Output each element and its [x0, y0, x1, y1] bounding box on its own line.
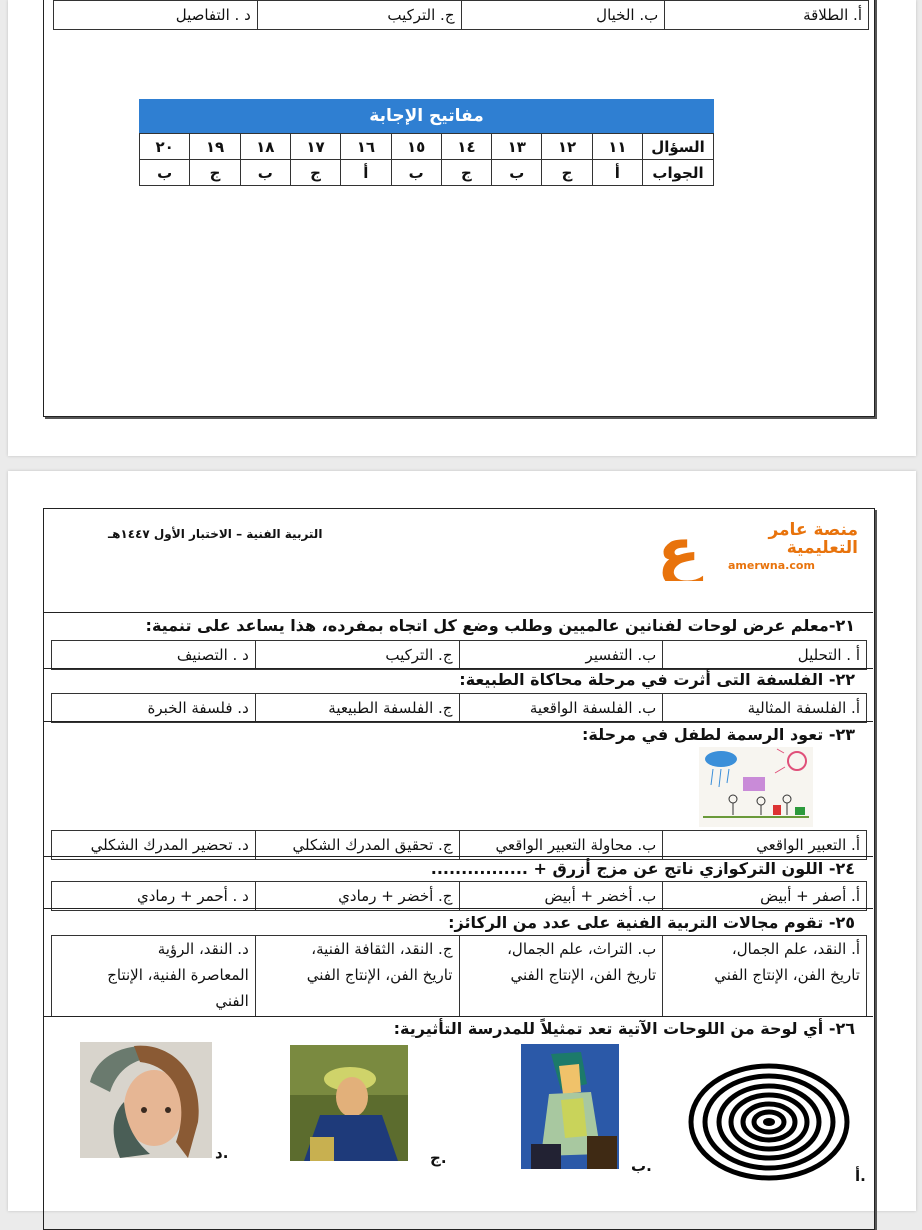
option-line: تاريخ الفن، الإنتاج الفني	[510, 966, 657, 984]
question-21	[43, 612, 873, 639]
key-answer: ج	[542, 160, 592, 186]
logo-glyph: ع	[658, 521, 701, 581]
option-c[interactable]: ج. التركيب	[257, 1, 461, 30]
page-current	[8, 471, 916, 1211]
key-answer: ج	[441, 160, 491, 186]
impressionist-portrait-icon	[290, 1045, 408, 1161]
options-question-24	[51, 881, 867, 911]
painting-option-c[interactable]	[290, 1045, 408, 1161]
key-answer: ج	[190, 160, 240, 186]
option-b[interactable]: ب. الخيال	[461, 1, 665, 30]
question-text: ٢٤- اللون التركوازي ناتج عن مزج أزرق + ................	[430, 859, 855, 878]
platform-logo	[658, 521, 858, 581]
option-a[interactable]: أ. التعبير الواقعي	[663, 831, 867, 860]
question-26	[43, 1016, 873, 1217]
option-line: تاريخ الفن، الإنتاج الفني	[306, 966, 453, 984]
question-text: ٢٣- تعود الرسمة لطفل في مرحلة:	[582, 725, 855, 744]
option-d[interactable]: د . التفاصيل	[54, 1, 258, 30]
op-art-spiral-icon	[686, 1062, 852, 1182]
key-answer: أ	[341, 160, 391, 186]
key-question: ١٦	[341, 134, 391, 160]
option-d[interactable]: د. فلسفة الخبرة	[52, 694, 256, 723]
option-b[interactable]: ب. التفسير	[459, 641, 663, 670]
surreal-portrait-icon	[80, 1042, 212, 1158]
painting-option-d[interactable]	[80, 1042, 212, 1158]
option-b[interactable]	[459, 936, 663, 1017]
answer-key-table	[139, 133, 714, 186]
key-question: ١٨	[240, 134, 290, 160]
caption-c: ج.	[430, 1149, 447, 1167]
key-question: ١٩	[190, 134, 240, 160]
options-question-21	[51, 640, 867, 670]
painting-option-a[interactable]	[686, 1062, 852, 1182]
option-b[interactable]: ب. الفلسفة الواقعية	[459, 694, 663, 723]
option-d[interactable]	[52, 936, 256, 1017]
question-text: ٢٥- تقوم مجالات التربية الفنية على عدد من الركائز:	[448, 913, 855, 932]
answer-key-answers-row	[140, 160, 714, 186]
logo-url: amerwna.com	[728, 559, 815, 572]
row-label-answer: الجواب	[643, 160, 714, 186]
key-question: ١٤	[441, 134, 491, 160]
option-line: أ. النقد، علم الجمال،	[731, 940, 860, 958]
exam-title: التربية الفنية – الاختبار الأول ١٤٤٧هـ	[108, 527, 323, 541]
option-line: تاريخ الفن، الإنتاج الفني	[714, 966, 860, 984]
question-23	[43, 721, 873, 830]
option-c[interactable]: ج. تحقيق المدرك الشكلي	[255, 831, 459, 860]
option-a[interactable]: أ. أصفر + أبيض	[663, 882, 867, 911]
question-22	[43, 668, 873, 693]
logo-line1: منصة عامر	[768, 520, 858, 540]
logo-line2: التعليمية	[786, 538, 858, 558]
caption-d: د.	[215, 1144, 229, 1162]
option-c[interactable]: ج. الفلسفة الطبيعية	[255, 694, 459, 723]
cubist-portrait-icon	[521, 1044, 619, 1169]
key-question: ١٢	[542, 134, 592, 160]
options-question-25	[51, 935, 867, 1017]
answer-key-title: مفاتيح الإجابة	[139, 99, 714, 133]
key-question: ١٣	[492, 134, 542, 160]
key-answer: ب	[140, 160, 190, 186]
option-b[interactable]: ب. محاولة التعبير الواقعي	[459, 831, 663, 860]
row-label-question: السؤال	[643, 134, 714, 160]
options-question-22	[51, 693, 867, 723]
option-d[interactable]: د. تحضير المدرك الشكلي	[52, 831, 256, 860]
option-d[interactable]: د . أحمر + رمادي	[52, 882, 256, 911]
option-a[interactable]: أ. الطلاقة	[665, 1, 869, 30]
answer-key-questions-row	[140, 134, 714, 160]
page-previous	[8, 0, 916, 456]
question-25	[43, 908, 873, 935]
key-answer: ج	[290, 160, 340, 186]
caption-b: ب.	[631, 1157, 652, 1175]
options-prev-question	[53, 0, 869, 30]
answer-key	[139, 99, 714, 186]
option-b[interactable]: ب. أخضر + أبيض	[459, 882, 663, 911]
question-24	[43, 856, 873, 881]
option-a[interactable]	[663, 936, 867, 1017]
option-c[interactable]	[255, 936, 459, 1017]
key-question: ١١	[592, 134, 642, 160]
question-text: ٢١-معلم عرض لوحات لفنانين عالميين وطلب وضع كل اتجاه بمفرده، هذا يساعد على تنمية:	[145, 616, 855, 635]
key-question: ٢٠	[140, 134, 190, 160]
page-frame	[43, 0, 875, 417]
question-text: ٢٦- أي لوحة من اللوحات الآتية تعد تمثيلاً للمدرسة التأثيرية:	[393, 1019, 855, 1038]
option-line: د. النقد، الرؤية	[157, 940, 249, 958]
key-answer: أ	[592, 160, 642, 186]
question-text: ٢٢- الفلسفة التى أثرت في مرحلة محاكاة الطبيعة:	[459, 670, 855, 689]
key-answer: ب	[492, 160, 542, 186]
child-drawing-icon	[699, 747, 813, 827]
option-line: الفني	[215, 992, 249, 1010]
option-line: ج. النقد، الثقافة الفنية،	[311, 940, 453, 958]
option-d[interactable]: د . التصنيف	[52, 641, 256, 670]
option-line: ب. التراث، علم الجمال،	[507, 940, 657, 958]
option-line: المعاصرة الفنية، الإنتاج	[107, 966, 249, 984]
option-a[interactable]: أ. الفلسفة المثالية	[663, 694, 867, 723]
key-question: ١٥	[391, 134, 441, 160]
caption-a: أ.	[855, 1167, 866, 1185]
key-answer: ب	[240, 160, 290, 186]
option-c[interactable]: ج. التركيب	[255, 641, 459, 670]
key-question: ١٧	[290, 134, 340, 160]
option-a[interactable]: أ . التحليل	[663, 641, 867, 670]
option-c[interactable]: ج. أخضر + رمادي	[255, 882, 459, 911]
key-answer: ب	[391, 160, 441, 186]
child-drawing-image	[699, 747, 813, 827]
painting-option-b[interactable]	[521, 1044, 619, 1169]
